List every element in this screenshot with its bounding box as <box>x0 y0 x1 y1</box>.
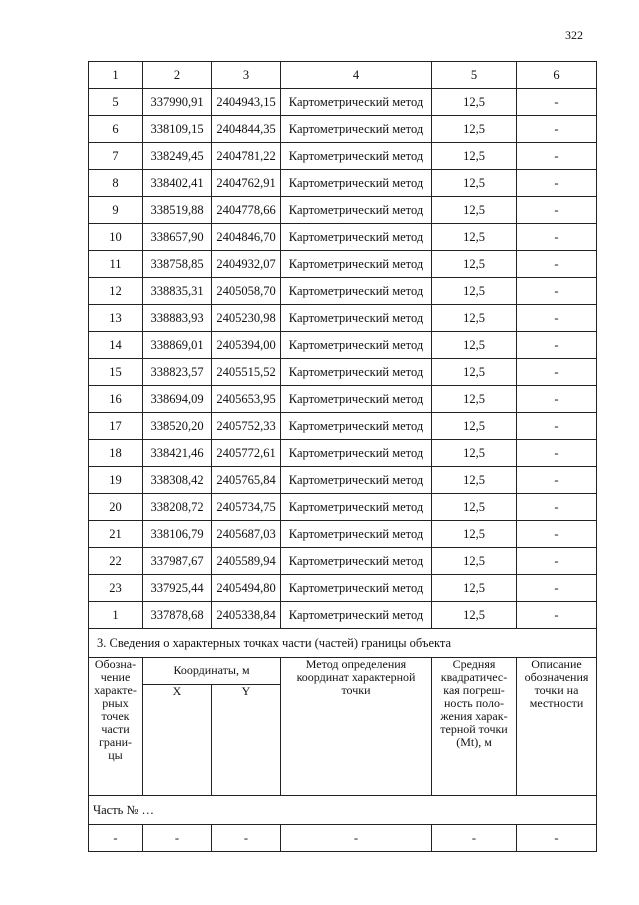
column-number-row <box>89 62 597 89</box>
column-number: 6 <box>517 62 597 89</box>
point-number-cell: 14 <box>89 332 143 359</box>
table-row <box>89 143 597 170</box>
designation-header: Обозна- чение характе- рных точек части грани- цы <box>89 658 143 796</box>
x-coordinate-cell: 338402,41 <box>143 170 212 197</box>
mean-error-cell: 12,5 <box>432 359 517 386</box>
part-row <box>89 796 597 825</box>
method-cell: Картометрический метод <box>281 467 432 494</box>
boundary-points-table <box>88 61 597 852</box>
mean-error-cell: 12,5 <box>432 197 517 224</box>
y-coordinate-cell: 2405687,03 <box>212 521 281 548</box>
mean-error-cell: 12,5 <box>432 494 517 521</box>
empty-values-row <box>89 825 597 852</box>
description-header: Описание обозначения точки на местности <box>517 658 597 796</box>
method-cell: Картометрический метод <box>281 251 432 278</box>
mean-error-cell: 12,5 <box>432 278 517 305</box>
table-row <box>89 413 597 440</box>
table-row <box>89 251 597 278</box>
point-number-cell: 21 <box>89 521 143 548</box>
description-cell: - <box>517 197 597 224</box>
description-cell: - <box>517 440 597 467</box>
method-cell: Картометрический метод <box>281 197 432 224</box>
y-coordinate-cell: 2404846,70 <box>212 224 281 251</box>
y-header: Y <box>212 685 281 796</box>
mean-error-cell: 12,5 <box>432 413 517 440</box>
mean-error-cell: 12,5 <box>432 305 517 332</box>
method-cell: Картометрический метод <box>281 602 432 629</box>
table-row <box>89 386 597 413</box>
description-cell: - <box>517 89 597 116</box>
empty-cell: - <box>281 825 432 852</box>
table-row <box>89 89 597 116</box>
y-coordinate-cell: 2405494,80 <box>212 575 281 602</box>
mean-error-cell: 12,5 <box>432 170 517 197</box>
y-coordinate-cell: 2405765,84 <box>212 467 281 494</box>
description-cell: - <box>517 413 597 440</box>
description-cell: - <box>517 575 597 602</box>
y-coordinate-cell: 2404781,22 <box>212 143 281 170</box>
y-coordinate-cell: 2404778,66 <box>212 197 281 224</box>
x-coordinate-cell: 338106,79 <box>143 521 212 548</box>
y-coordinate-cell: 2405589,94 <box>212 548 281 575</box>
table-row <box>89 575 597 602</box>
description-cell: - <box>517 224 597 251</box>
point-number-cell: 8 <box>89 170 143 197</box>
y-coordinate-cell: 2405734,75 <box>212 494 281 521</box>
table-row <box>89 548 597 575</box>
column-number: 2 <box>143 62 212 89</box>
method-cell: Картометрический метод <box>281 116 432 143</box>
description-cell: - <box>517 521 597 548</box>
method-cell: Картометрический метод <box>281 494 432 521</box>
method-cell: Картометрический метод <box>281 278 432 305</box>
empty-cell: - <box>212 825 281 852</box>
mean-error-cell: 12,5 <box>432 467 517 494</box>
x-header: X <box>143 685 212 796</box>
point-number-cell: 17 <box>89 413 143 440</box>
empty-cell: - <box>143 825 212 852</box>
description-cell: - <box>517 143 597 170</box>
x-coordinate-cell: 337925,44 <box>143 575 212 602</box>
table-row <box>89 305 597 332</box>
y-coordinate-cell: 2404932,07 <box>212 251 281 278</box>
y-coordinate-cell: 2405752,33 <box>212 413 281 440</box>
x-coordinate-cell: 338758,85 <box>143 251 212 278</box>
y-coordinate-cell: 2404762,91 <box>212 170 281 197</box>
description-cell: - <box>517 602 597 629</box>
method-cell: Картометрический метод <box>281 575 432 602</box>
y-coordinate-cell: 2405772,61 <box>212 440 281 467</box>
description-cell: - <box>517 251 597 278</box>
description-cell: - <box>517 305 597 332</box>
x-coordinate-cell: 337990,91 <box>143 89 212 116</box>
x-coordinate-cell: 337878,68 <box>143 602 212 629</box>
method-cell: Картометрический метод <box>281 305 432 332</box>
description-cell: - <box>517 278 597 305</box>
x-coordinate-cell: 338519,88 <box>143 197 212 224</box>
method-cell: Картометрический метод <box>281 386 432 413</box>
mean-error-cell: 12,5 <box>432 143 517 170</box>
point-number-cell: 13 <box>89 305 143 332</box>
mean-error-cell: 12,5 <box>432 386 517 413</box>
method-cell: Картометрический метод <box>281 332 432 359</box>
point-number-cell: 18 <box>89 440 143 467</box>
method-cell: Картометрический метод <box>281 224 432 251</box>
table-row <box>89 440 597 467</box>
column-number: 3 <box>212 62 281 89</box>
x-coordinate-cell: 338421,46 <box>143 440 212 467</box>
method-cell: Картометрический метод <box>281 359 432 386</box>
table-row <box>89 224 597 251</box>
x-coordinate-cell: 337987,67 <box>143 548 212 575</box>
page-number: 322 <box>565 28 583 42</box>
y-coordinate-cell: 2404844,35 <box>212 116 281 143</box>
description-cell: - <box>517 116 597 143</box>
method-cell: Картометрический метод <box>281 170 432 197</box>
description-cell: - <box>517 494 597 521</box>
point-number-cell: 6 <box>89 116 143 143</box>
empty-cell: - <box>89 825 143 852</box>
y-coordinate-cell: 2405338,84 <box>212 602 281 629</box>
y-coordinate-cell: 2405394,00 <box>212 332 281 359</box>
coordinates-header: Координаты, м <box>143 658 281 685</box>
empty-cell: - <box>432 825 517 852</box>
table-row <box>89 467 597 494</box>
mean-error-cell: 12,5 <box>432 521 517 548</box>
mean-error-cell: 12,5 <box>432 116 517 143</box>
point-number-cell: 20 <box>89 494 143 521</box>
point-number-cell: 1 <box>89 602 143 629</box>
x-coordinate-cell: 338694,09 <box>143 386 212 413</box>
mean-error-cell: 12,5 <box>432 224 517 251</box>
point-number-cell: 10 <box>89 224 143 251</box>
point-number-cell: 22 <box>89 548 143 575</box>
x-coordinate-cell: 338249,45 <box>143 143 212 170</box>
point-number-cell: 9 <box>89 197 143 224</box>
point-number-cell: 23 <box>89 575 143 602</box>
y-coordinate-cell: 2405653,95 <box>212 386 281 413</box>
method-header: Метод определения координат характерной точки <box>281 658 432 796</box>
x-coordinate-cell: 338308,42 <box>143 467 212 494</box>
y-coordinate-cell: 2405230,98 <box>212 305 281 332</box>
point-number-cell: 12 <box>89 278 143 305</box>
table-row <box>89 278 597 305</box>
mean-error-cell: 12,5 <box>432 440 517 467</box>
description-cell: - <box>517 359 597 386</box>
method-cell: Картометрический метод <box>281 89 432 116</box>
table-row <box>89 332 597 359</box>
mean-error-cell: 12,5 <box>432 332 517 359</box>
description-cell: - <box>517 332 597 359</box>
section-3-title-row <box>89 629 597 658</box>
method-cell: Картометрический метод <box>281 440 432 467</box>
mean-error-cell: 12,5 <box>432 548 517 575</box>
method-cell: Картометрический метод <box>281 548 432 575</box>
table-row <box>89 521 597 548</box>
method-cell: Картометрический метод <box>281 143 432 170</box>
column-number: 1 <box>89 62 143 89</box>
column-number: 5 <box>432 62 517 89</box>
point-number-cell: 19 <box>89 467 143 494</box>
description-cell: - <box>517 467 597 494</box>
part-label: Часть № … <box>89 796 597 825</box>
mean-error-header: Средняя квадратичес- кая погреш- ность поло- жения харак- терной точки (Mt), м <box>432 658 517 796</box>
empty-cell: - <box>517 825 597 852</box>
point-number-cell: 16 <box>89 386 143 413</box>
description-cell: - <box>517 548 597 575</box>
description-cell: - <box>517 386 597 413</box>
table-row <box>89 197 597 224</box>
table-row <box>89 116 597 143</box>
mean-error-cell: 12,5 <box>432 602 517 629</box>
method-cell: Картометрический метод <box>281 521 432 548</box>
y-coordinate-cell: 2405058,70 <box>212 278 281 305</box>
x-coordinate-cell: 338823,57 <box>143 359 212 386</box>
x-coordinate-cell: 338208,72 <box>143 494 212 521</box>
point-number-cell: 15 <box>89 359 143 386</box>
mean-error-cell: 12,5 <box>432 89 517 116</box>
section-3-header-row <box>89 658 597 685</box>
y-coordinate-cell: 2404943,15 <box>212 89 281 116</box>
x-coordinate-cell: 338869,01 <box>143 332 212 359</box>
point-number-cell: 7 <box>89 143 143 170</box>
mean-error-cell: 12,5 <box>432 251 517 278</box>
x-coordinate-cell: 338657,90 <box>143 224 212 251</box>
x-coordinate-cell: 338835,31 <box>143 278 212 305</box>
table-row <box>89 359 597 386</box>
y-coordinate-cell: 2405515,52 <box>212 359 281 386</box>
x-coordinate-cell: 338109,15 <box>143 116 212 143</box>
x-coordinate-cell: 338520,20 <box>143 413 212 440</box>
section-3-title: 3. Сведения о характерных точках части (частей) границы объекта <box>89 629 597 658</box>
point-number-cell: 5 <box>89 89 143 116</box>
x-coordinate-cell: 338883,93 <box>143 305 212 332</box>
table-row <box>89 170 597 197</box>
mean-error-cell: 12,5 <box>432 575 517 602</box>
column-number: 4 <box>281 62 432 89</box>
table-row <box>89 602 597 629</box>
point-number-cell: 11 <box>89 251 143 278</box>
description-cell: - <box>517 170 597 197</box>
table-row <box>89 494 597 521</box>
method-cell: Картометрический метод <box>281 413 432 440</box>
